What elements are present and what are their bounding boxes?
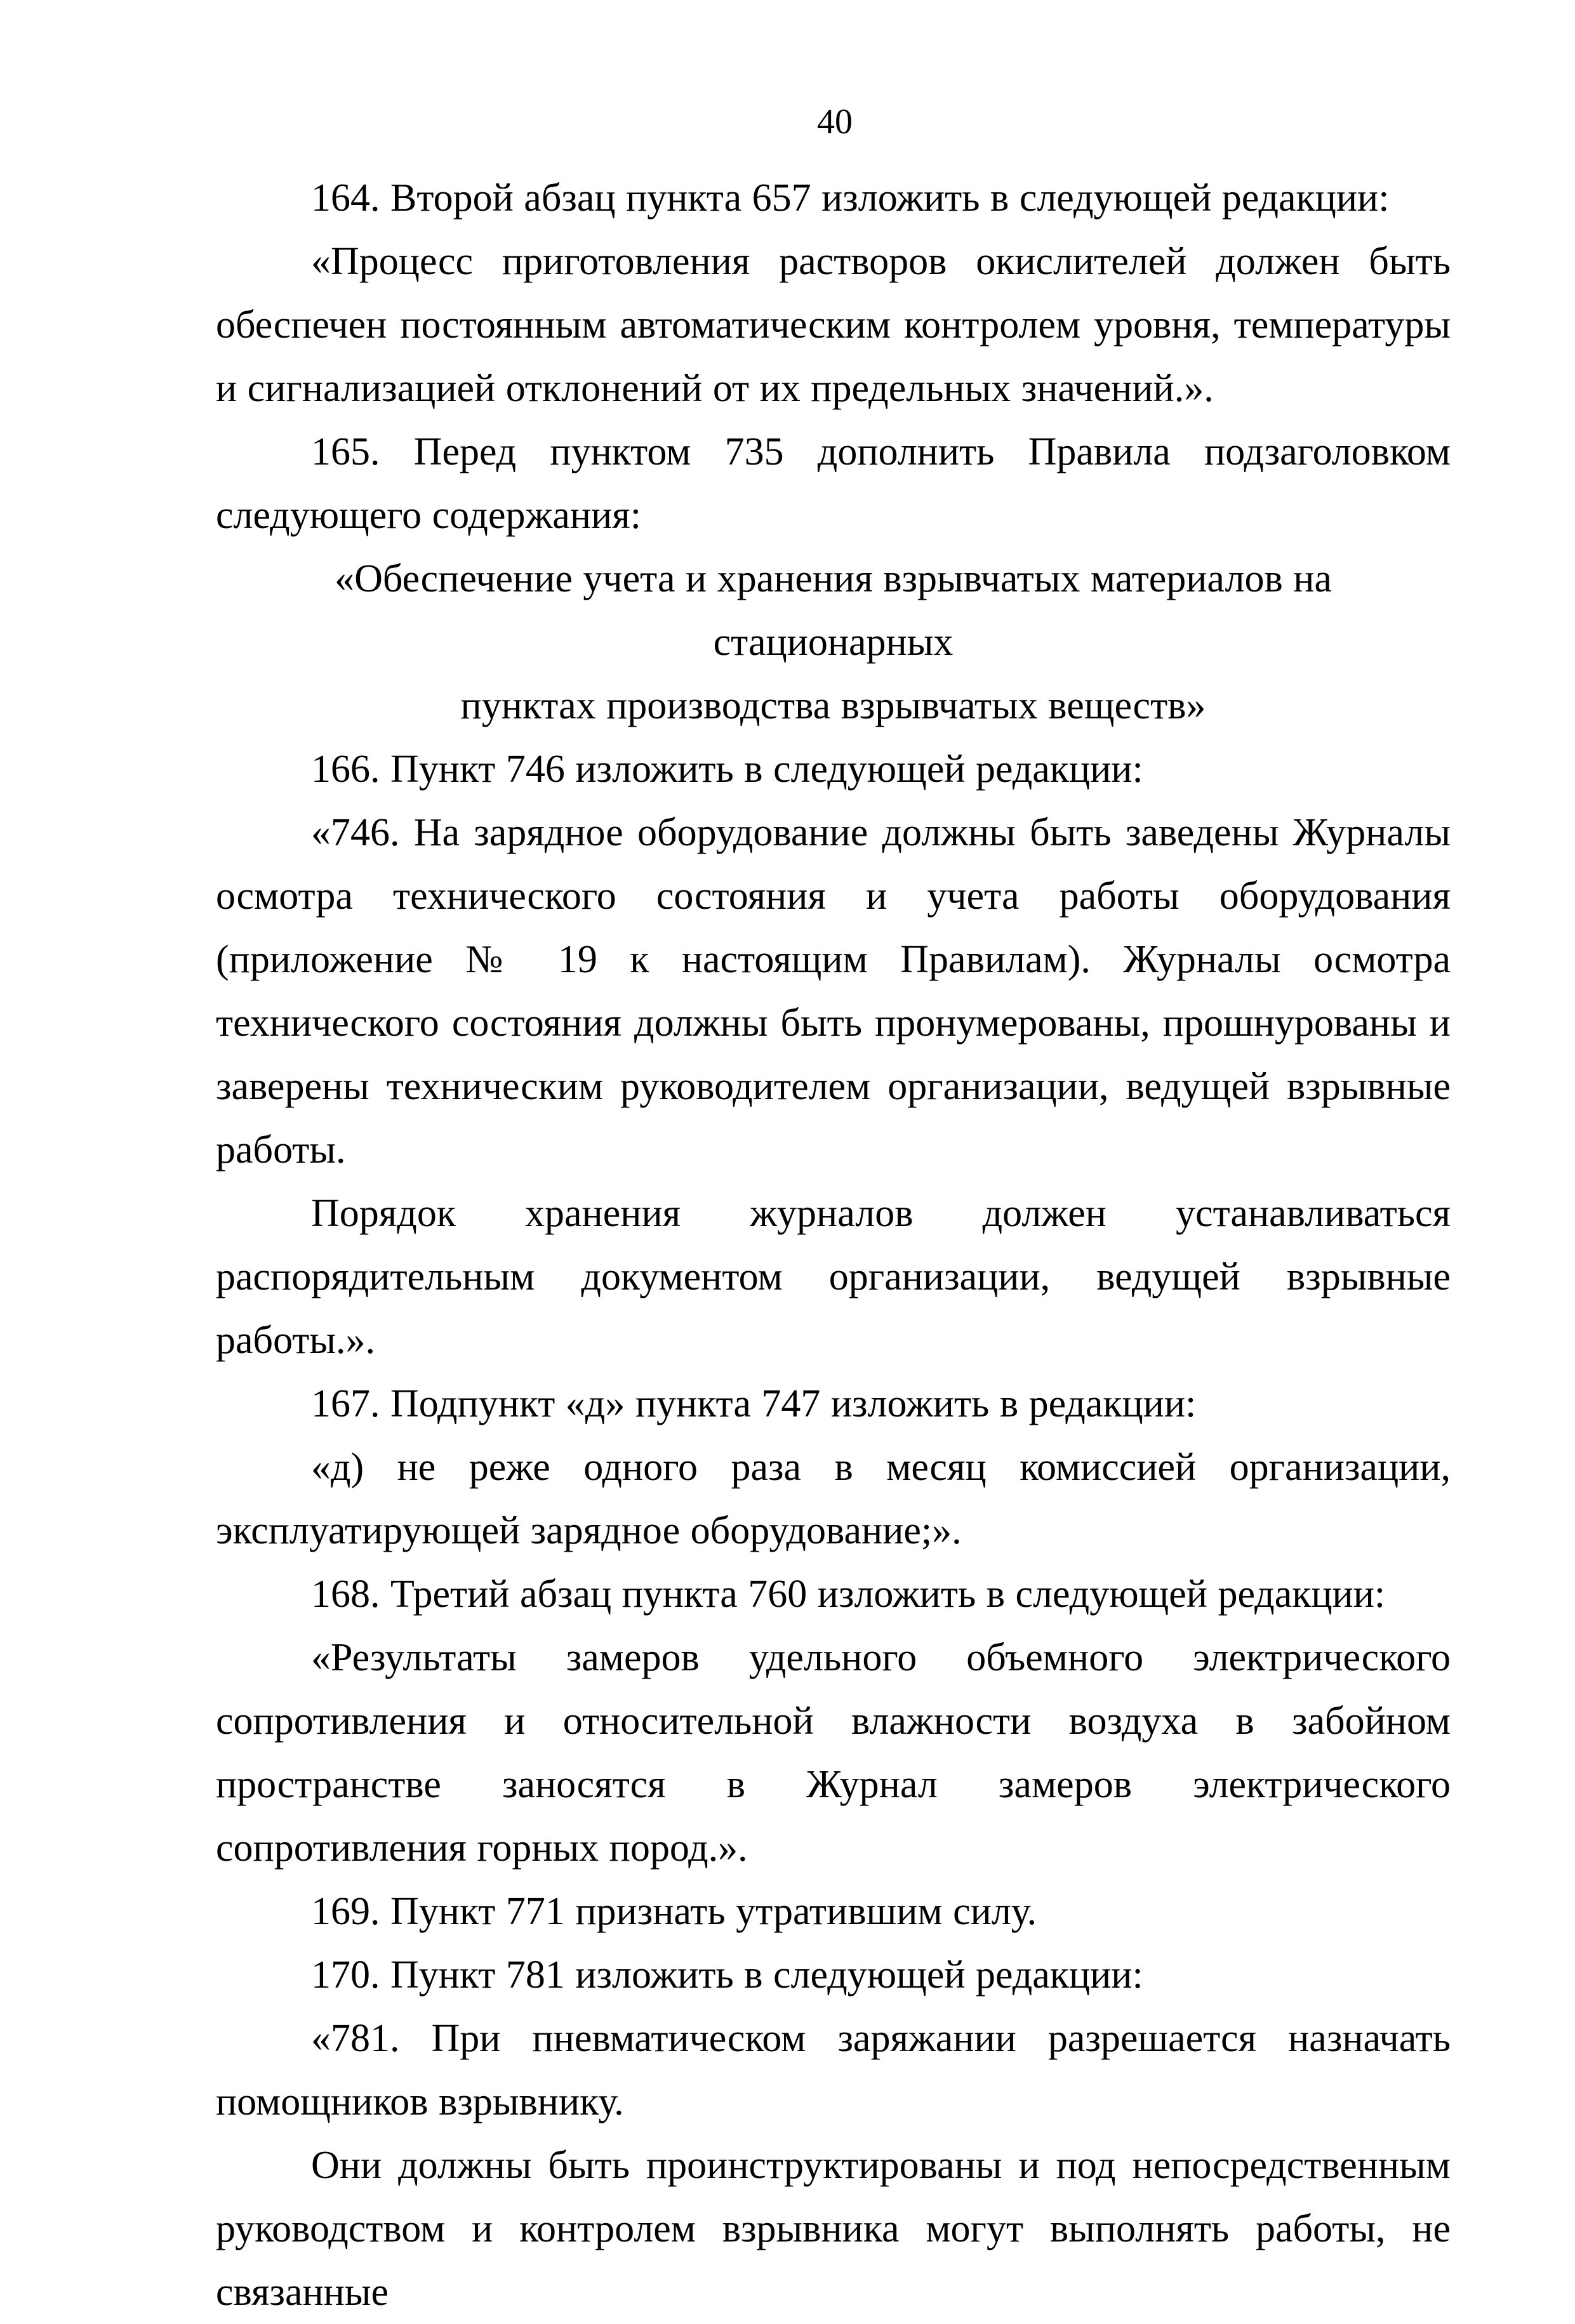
paragraph-746-order: Порядок хранения журналов должен устанавливаться распорядительным документом организации, ведущей взрывные работы.».	[216, 1192, 1451, 1362]
paragraph-746-text: «746. На зарядное оборудование должны быть заведены Журналы осмотра технического состояния и учета работы оборудования (приложение № 19 к настоящим Правилам). Журналы осмотра технического состояния должны быть пронумерованы, прошнурованы и заверены техническим руководителем организации, ведущей взрывные работы.	[216, 811, 1451, 1172]
paragraph-747-text: «д) не реже одного раза в месяц комиссией организации, эксплуатирующей зарядное оборудование;».	[216, 1446, 1451, 1552]
paragraph-781-helpers: Они должны быть проинструктированы и под непосредственным руководством и контролем взрывника могут выполнять работы, не связанные	[216, 2144, 1451, 2314]
paragraph-760-text: «Результаты замеров удельного объемного электрического сопротивления и относительной влажности воздуха в забойном пространстве заносятся в Журнал замеров электрического сопротивления горных пород.».	[216, 1636, 1451, 1870]
paragraph-168: 168. Третий абзац пункта 760 изложить в следующей редакции:	[311, 1573, 1386, 1616]
paragraph-781-text: «781. При пневматическом заряжании разрешается назначать помощников взрывнику.	[216, 2017, 1451, 2123]
subheading-line-2: пунктах производства взрывчатых веществ»	[460, 684, 1206, 727]
paragraph-164: 164. Второй абзац пункта 657 изложить в следующей редакции:	[311, 176, 1390, 220]
paragraph-657-text: «Процесс приготовления растворов окислителей должен быть обеспечен постоянным автоматическим контролем уровня, температуры и сигнализацией отклонений от их предельных значений.».	[216, 240, 1451, 410]
document-body	[216, 166, 1451, 2324]
subheading-line-1: «Обеспечение учета и хранения взрывчатых материалов на стационарных	[335, 557, 1332, 664]
paragraph-166: 166. Пункт 746 изложить в следующей редакции:	[311, 748, 1143, 791]
paragraph-169: 169. Пункт 771 признать утратившим силу.	[311, 1890, 1037, 1933]
paragraph-167: 167. Подпункт «д» пункта 747 изложить в редакции:	[311, 1382, 1197, 1425]
paragraph-170: 170. Пункт 781 изложить в следующей редакции:	[311, 1953, 1143, 1997]
paragraph-165: 165. Перед пунктом 735 дополнить Правила подзаголовком следующего содержания:	[216, 430, 1451, 537]
page-number: 40	[817, 102, 853, 142]
